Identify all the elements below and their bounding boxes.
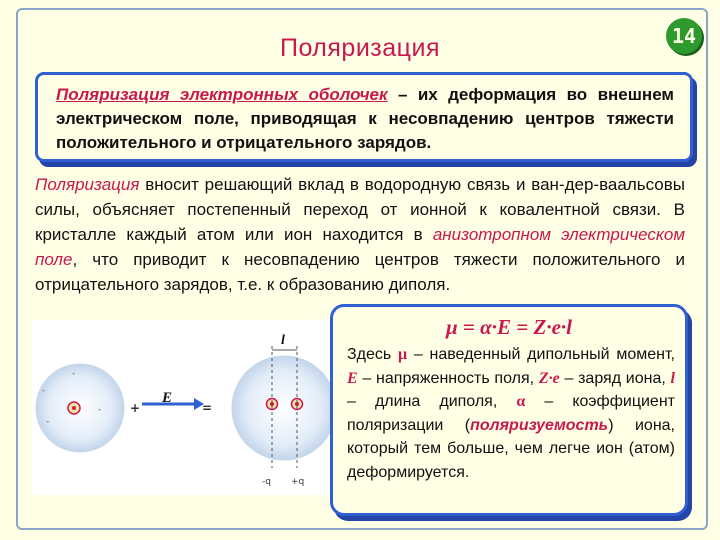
polarized-atom	[232, 356, 336, 460]
body-term: Поляризация	[35, 175, 140, 194]
explanation-text: Здесь	[347, 346, 398, 363]
field-label: E	[162, 390, 173, 406]
definition-text: – их деформация во внешнем электрическом поле, приводящая к несовпадению центров тяжести положительного и отрицательного зарядов.	[56, 85, 674, 152]
body-text-part1: вносит решающий вклад в водородную связь и ван-дер-ваальсовы силы, объясняет постепенный переход от ионной к ковалентной связи. В кристалле каждый атом или ион находится в	[35, 175, 685, 244]
explanation-text: – коэффициент поляризации (	[347, 393, 675, 434]
page-number-badge: 14	[666, 18, 702, 54]
electron-mark: -	[72, 369, 76, 379]
body-accent-phrase: анизотропном электрическом поле	[35, 225, 685, 269]
polarizability-term: поляризуемость	[470, 416, 609, 434]
dipole-length-label: l	[281, 333, 285, 348]
symbol-mu: μ	[398, 346, 408, 363]
symbol-ze: Z·e	[538, 369, 560, 387]
polarization-diagram	[32, 320, 352, 495]
formula-explanation	[347, 343, 675, 484]
formula-box	[330, 304, 688, 516]
slide-title: Поляризация	[279, 34, 440, 62]
negative-charge-label: -q	[262, 477, 271, 487]
positive-charge-label: +q	[291, 477, 305, 487]
electron-mark: -	[98, 405, 102, 415]
symbol-alpha: α	[516, 393, 526, 410]
body-text-part2: , что приводит к несовпадению центров тяжести положительного и отрицательного зарядов, т.е. к образованию диполя.	[35, 250, 685, 294]
explanation-text: – наведенный дипольный момент,	[407, 346, 676, 363]
plus-sign: +	[130, 401, 141, 415]
definition-term: Поляризация электронных оболочек	[56, 85, 388, 104]
body-paragraph	[35, 172, 685, 297]
explanation-text: – заряд иона,	[559, 369, 671, 387]
explanation-text: ) иона, который тем больше, чем легче ион (атом) деформируется.	[347, 416, 675, 481]
electron-mark: -	[42, 386, 46, 396]
equals-sign: =	[202, 401, 213, 415]
dipole-formula: μ = α·E = Z·e·l	[446, 315, 572, 339]
symbol-l: l	[670, 369, 675, 387]
symbol-e: E	[347, 369, 358, 387]
nucleus-center	[72, 406, 76, 410]
explanation-text: – напряженность поля,	[357, 369, 539, 387]
electron-mark: -	[46, 417, 50, 427]
explanation-text: – длина диполя,	[347, 393, 517, 410]
definition-box	[35, 72, 693, 162]
